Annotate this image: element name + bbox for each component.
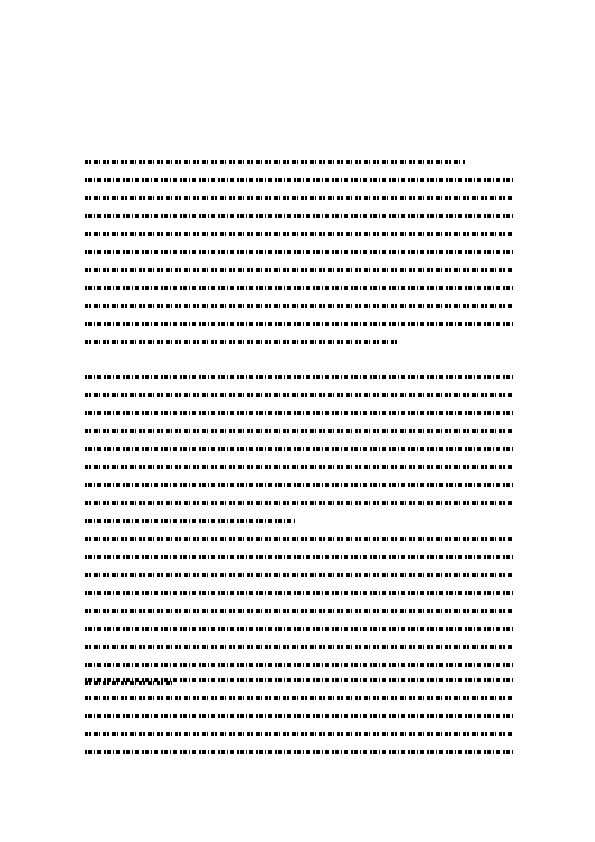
text-line (85, 609, 513, 613)
text-line (85, 483, 513, 487)
text-line (85, 178, 513, 182)
text-line (85, 411, 513, 415)
text-line (85, 750, 513, 754)
text-line (85, 214, 513, 218)
text-line (85, 591, 513, 595)
text-line (85, 555, 513, 559)
text-line (85, 678, 513, 682)
text-line (85, 447, 513, 451)
text-line (85, 268, 513, 272)
text-line (85, 196, 513, 200)
text-line (85, 250, 513, 254)
text-line (85, 663, 513, 667)
text-line (85, 732, 513, 736)
text-line (85, 286, 513, 290)
text-line (85, 465, 513, 469)
text-line (85, 304, 513, 308)
text-line (85, 160, 465, 164)
text-line (85, 393, 513, 397)
text-line (85, 645, 513, 649)
text-line (85, 696, 513, 700)
text-line (85, 375, 513, 379)
text-line (85, 627, 513, 631)
text-line (85, 429, 513, 433)
text-line (85, 573, 513, 577)
text-line (85, 322, 513, 326)
text-line (85, 537, 513, 541)
text-line (85, 714, 513, 718)
text-line (85, 501, 513, 505)
text-line (85, 340, 397, 344)
text-line (85, 232, 513, 236)
text-line (85, 519, 295, 523)
